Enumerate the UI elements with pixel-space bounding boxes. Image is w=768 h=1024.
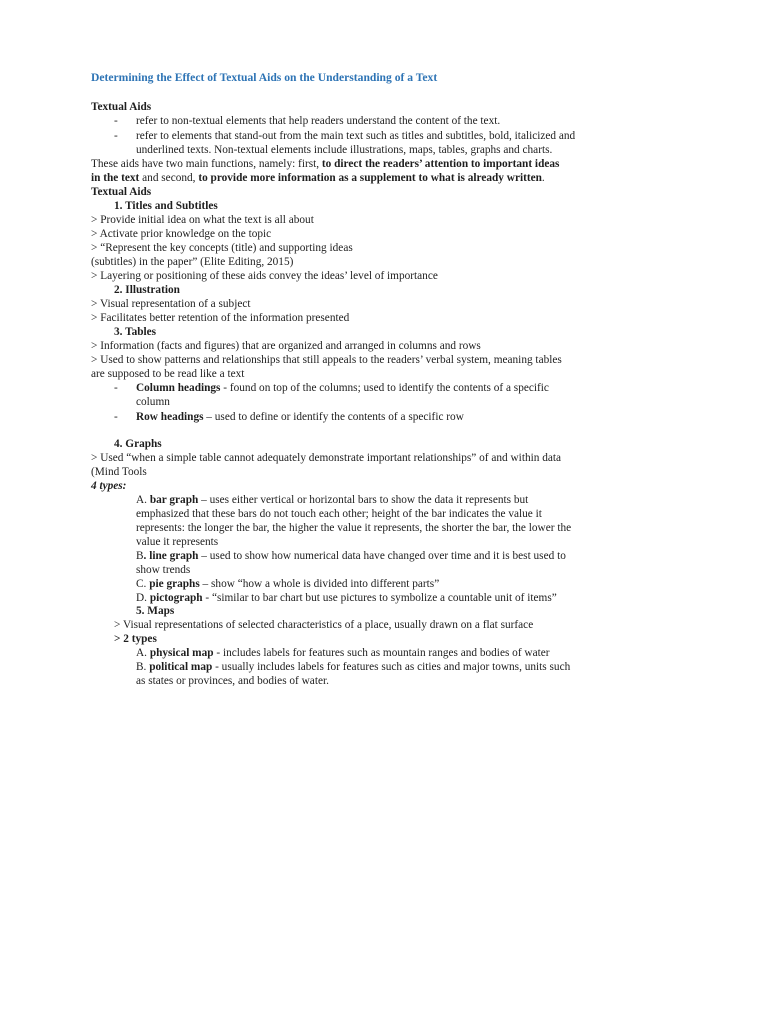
list-item: > Facilitates better retention of the information presented [91,312,350,324]
functions-bold: to direct the readers’ attention to important ideas [321,158,560,170]
bullet-dash: - [114,382,118,394]
pie-graph-line: C. pie graphs – show “how a whole is divided into different parts” [136,578,440,590]
functions-text: These aids have two main functions, namely: first, [91,158,322,170]
section-title-titles: 1. Titles and Subtitles [114,200,218,212]
list-item: > 2 types [114,633,157,645]
bar-graph-line: A. bar graph – uses either vertical or horizontal bars to show the data it represents but [136,494,529,506]
definition: – used to define or identify the contents of a specific row [203,411,464,423]
term: pie graphs [149,578,200,590]
political-map-line: B. political map - usually includes labels for features such as cities and major towns, units such [136,661,571,673]
list-item: > Used “when a simple table cannot adequately demonstrate important relationships” of and within data [91,452,562,464]
definition: - found on top of the columns; used to identify the contents of a specific [220,382,549,394]
list-item: > Visual representation of a subject [91,298,251,310]
list-item: (subtitles) in the paper” (Elite Editing, 2015) [91,256,294,268]
functions-line [91,171,545,185]
definition-line: refer to elements that stand-out from the main text such as titles and subtitles, bold, italicized and [136,130,576,142]
bar-graph-line: value it represents [136,536,219,548]
term: Row headings [136,411,204,423]
section-title-tables: 3. Tables [114,326,157,338]
bar-graph-line: represents: the longer the bar, the higher the value it represents, the shorter the bar, the lower the [136,522,572,534]
term: bar graph [149,494,199,506]
list-item: > Visual representations of selected characteristics of a place, usually drawn on a flat surface [114,619,534,631]
column-headings-line: column [136,396,170,408]
term: . line graph [143,550,199,562]
pictograph-line: D. pictograph - “similar to bar chart but use pictures to symbolize a countable unit of items” [136,592,557,604]
definition-line: refer to non-textual elements that help readers understand the content of the text. [136,115,501,127]
bar-graph-line: emphasized that these bars do not touch each other; height of the bar indicates the value it [136,508,542,520]
column-headings-line [136,381,549,395]
list-item: > “Represent the key concepts (title) and supporting ideas [91,242,353,254]
section-title-graphs: 4. Graphs [114,438,162,450]
list-item: > Activate prior knowledge on the topic [91,228,272,240]
functions-text: and second, [139,172,199,184]
definition-line: underlined texts. Non-textual elements include illustrations, maps, tables, graphs and charts. [136,144,553,156]
types-label: 4 types: [91,480,127,492]
section-title-illustration: 2. Illustration [114,284,180,296]
term: pictograph [149,592,203,604]
bullet-dash: - [114,115,118,127]
functions-bold: in the text [91,172,140,184]
functions-text: . [541,172,545,184]
heading-textual-aids: Textual Aids [91,101,152,113]
line-graph-line: show trends [136,564,191,576]
section-title-maps: 5. Maps [136,605,175,617]
line-graph-line: B. line graph – used to show how numerical data have changed over time and it is best used to [136,550,566,562]
physical-map-line: A. physical map - includes labels for features such as mountain ranges and bodies of water [136,647,550,659]
document-title: Determining the Effect of Textual Aids on the Understanding of a Text [91,71,438,84]
functions-bold: to provide more information as a supplement to what is already written [198,172,542,184]
list-item: > Provide initial idea on what the text is all about [91,214,314,226]
bullet-dash: - [114,411,118,423]
political-map-line: as states or provinces, and bodies of water. [136,675,329,687]
list-item: (Mind Tools [91,466,147,478]
bullet-dash: - [114,130,118,142]
list-item: > Layering or positioning of these aids convey the ideas’ level of importance [91,270,438,282]
functions-line [91,157,677,171]
term: political map [149,661,213,673]
list-item: > Information (facts and figures) that are organized and arranged in columns and rows [91,340,481,352]
heading-textual-aids: Textual Aids [91,186,152,198]
list-item: > Used to show patterns and relationships that still appeals to the readers’ verbal system, meaning tables [91,354,562,366]
row-headings-line [136,410,464,424]
term: Column headings [136,382,221,394]
term: physical map [149,647,214,659]
list-item: are supposed to be read like a text [91,368,245,380]
